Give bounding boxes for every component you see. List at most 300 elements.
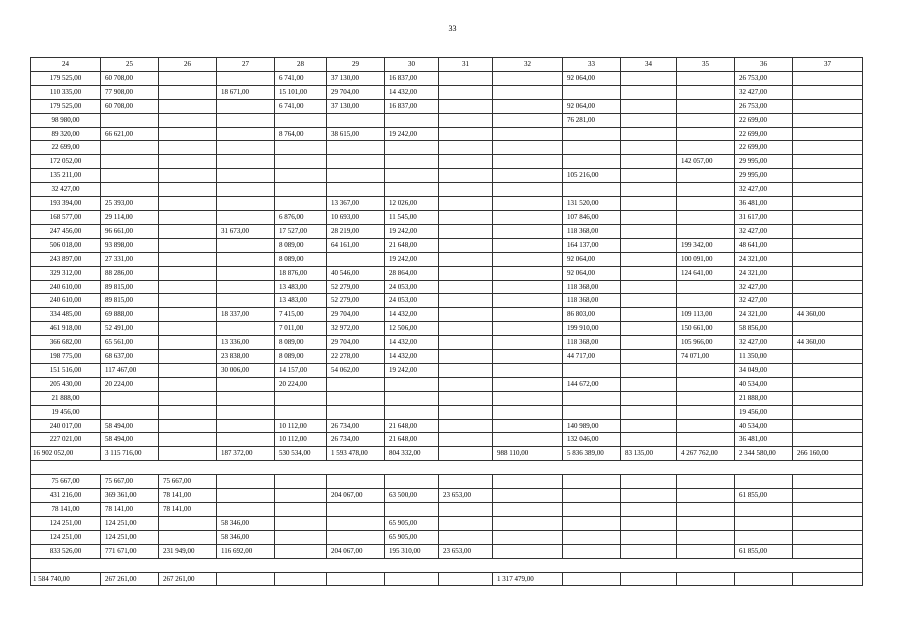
table-cell xyxy=(439,127,493,141)
table-cell xyxy=(159,113,217,127)
table-cell: 48 641,00 xyxy=(735,238,793,252)
table-cell xyxy=(735,572,793,586)
table-cell xyxy=(275,489,327,503)
table-cell: 118 368,00 xyxy=(563,280,621,294)
table-cell xyxy=(275,544,327,558)
table-cell xyxy=(793,530,863,544)
table-cell xyxy=(563,475,621,489)
table-cell: 204 067,00 xyxy=(327,489,385,503)
table-cell xyxy=(621,155,677,169)
table-cell xyxy=(217,377,275,391)
table-cell xyxy=(327,183,385,197)
column-header-row xyxy=(31,58,863,72)
table-cell xyxy=(217,391,275,405)
table-cell xyxy=(563,572,621,586)
table-cell: 12 506,00 xyxy=(385,322,439,336)
table-cell xyxy=(621,489,677,503)
table-cell xyxy=(385,405,439,419)
table-cell xyxy=(327,461,385,475)
table-cell xyxy=(621,350,677,364)
table-cell xyxy=(159,530,217,544)
table-cell: 6 741,00 xyxy=(275,71,327,85)
table-cell: 7 011,00 xyxy=(275,322,327,336)
table-cell xyxy=(493,433,563,447)
column-header: 34 xyxy=(621,58,677,72)
table-cell: 92 064,00 xyxy=(563,99,621,113)
table-cell: 10 693,00 xyxy=(327,210,385,224)
table-cell: 65 561,00 xyxy=(101,336,159,350)
table-cell: 530 534,00 xyxy=(275,447,327,461)
table-row xyxy=(31,266,863,280)
table-cell xyxy=(793,127,863,141)
column-header: 24 xyxy=(31,58,101,72)
table-cell xyxy=(621,391,677,405)
table-row xyxy=(31,210,863,224)
table-cell: 105 966,00 xyxy=(677,336,735,350)
table-cell xyxy=(493,224,563,238)
table-cell: 329 312,00 xyxy=(31,266,101,280)
table-cell: 187 372,00 xyxy=(217,447,275,461)
table-cell xyxy=(563,502,621,516)
table-cell xyxy=(275,169,327,183)
table-cell xyxy=(677,113,735,127)
table-cell xyxy=(217,572,275,586)
table-cell: 19 456,00 xyxy=(31,405,101,419)
table-cell xyxy=(621,210,677,224)
table-cell xyxy=(621,308,677,322)
table-cell xyxy=(677,391,735,405)
table-cell: 76 281,00 xyxy=(563,113,621,127)
table-cell xyxy=(793,238,863,252)
table-cell xyxy=(621,461,677,475)
table-cell xyxy=(439,391,493,405)
table-cell: 247 456,00 xyxy=(31,224,101,238)
table-cell xyxy=(439,530,493,544)
table-cell: 135 211,00 xyxy=(31,169,101,183)
table-cell xyxy=(493,252,563,266)
table-cell xyxy=(217,558,275,572)
table-cell xyxy=(793,99,863,113)
table-cell: 117 467,00 xyxy=(101,363,159,377)
table-cell xyxy=(275,475,327,489)
table-cell xyxy=(217,71,275,85)
table-cell xyxy=(101,461,159,475)
table-cell: 65 905,00 xyxy=(385,530,439,544)
table-cell xyxy=(327,391,385,405)
table-cell xyxy=(563,405,621,419)
table-cell: 28 864,00 xyxy=(385,266,439,280)
table-row xyxy=(31,113,863,127)
table-cell: 107 846,00 xyxy=(563,210,621,224)
table-cell: 75 667,00 xyxy=(101,475,159,489)
table-cell xyxy=(439,238,493,252)
table-cell: 61 855,00 xyxy=(735,489,793,503)
table-cell xyxy=(677,71,735,85)
table-cell: 14 432,00 xyxy=(385,308,439,322)
table-cell: 32 427,00 xyxy=(735,294,793,308)
table-row xyxy=(31,141,863,155)
table-cell xyxy=(439,113,493,127)
table-cell xyxy=(621,127,677,141)
table-cell: 98 980,00 xyxy=(31,113,101,127)
table-cell: 16 902 052,00 xyxy=(31,447,101,461)
table-row xyxy=(31,322,863,336)
table-cell xyxy=(621,266,677,280)
column-header: 29 xyxy=(327,58,385,72)
table-cell: 204 067,00 xyxy=(327,544,385,558)
table-cell xyxy=(677,502,735,516)
table-cell xyxy=(217,322,275,336)
table-cell: 6 741,00 xyxy=(275,99,327,113)
table-cell: 78 141,00 xyxy=(159,502,217,516)
table-cell xyxy=(621,433,677,447)
table-cell: 69 888,00 xyxy=(101,308,159,322)
column-header: 28 xyxy=(275,58,327,72)
table-cell xyxy=(439,169,493,183)
table-cell xyxy=(159,280,217,294)
table-cell xyxy=(159,363,217,377)
table-cell xyxy=(793,183,863,197)
table-cell: 26 734,00 xyxy=(327,433,385,447)
table-cell xyxy=(327,155,385,169)
table-cell: 109 113,00 xyxy=(677,308,735,322)
table-cell xyxy=(793,155,863,169)
table-cell xyxy=(275,197,327,211)
table-cell: 40 546,00 xyxy=(327,266,385,280)
table-cell xyxy=(217,489,275,503)
table-cell xyxy=(793,197,863,211)
table-cell: 131 520,00 xyxy=(563,197,621,211)
table-cell xyxy=(621,336,677,350)
table-cell: 15 101,00 xyxy=(275,85,327,99)
table-cell xyxy=(563,558,621,572)
table-cell: 44 360,00 xyxy=(793,336,863,350)
table-cell: 13 483,00 xyxy=(275,294,327,308)
table-cell xyxy=(159,350,217,364)
table-cell xyxy=(275,502,327,516)
table-cell: 124 251,00 xyxy=(31,516,101,530)
table-cell xyxy=(217,502,275,516)
table-cell: 105 216,00 xyxy=(563,169,621,183)
table-cell xyxy=(563,363,621,377)
table-cell xyxy=(159,85,217,99)
table-cell: 267 261,00 xyxy=(101,572,159,586)
table-cell xyxy=(793,363,863,377)
table-cell: 12 026,00 xyxy=(385,197,439,211)
table-row xyxy=(31,169,863,183)
table-cell xyxy=(385,141,439,155)
table-cell xyxy=(31,558,101,572)
table-cell: 431 216,00 xyxy=(31,489,101,503)
table-cell: 21 888,00 xyxy=(735,391,793,405)
table-cell xyxy=(493,308,563,322)
table-cell xyxy=(439,183,493,197)
table-cell xyxy=(493,294,563,308)
column-header: 30 xyxy=(385,58,439,72)
table-cell xyxy=(493,322,563,336)
table-cell: 13 483,00 xyxy=(275,280,327,294)
table-cell: 32 427,00 xyxy=(735,336,793,350)
table-cell xyxy=(327,530,385,544)
table-cell xyxy=(677,489,735,503)
table-cell: 17 527,00 xyxy=(275,224,327,238)
table-cell xyxy=(793,113,863,127)
table-cell xyxy=(493,419,563,433)
table-cell: 988 110,00 xyxy=(493,447,563,461)
table-cell: 8 089,00 xyxy=(275,336,327,350)
table-cell xyxy=(439,224,493,238)
table-cell: 92 064,00 xyxy=(563,266,621,280)
table-cell xyxy=(493,183,563,197)
table-row xyxy=(31,377,863,391)
table-cell: 110 335,00 xyxy=(31,85,101,99)
table-cell xyxy=(275,516,327,530)
table-cell xyxy=(677,294,735,308)
table-cell: 1 584 740,00 xyxy=(31,572,101,586)
table-cell xyxy=(735,475,793,489)
table-cell xyxy=(159,99,217,113)
table-cell xyxy=(327,475,385,489)
table-cell: 198 775,00 xyxy=(31,350,101,364)
table-cell xyxy=(327,405,385,419)
table-cell: 21 648,00 xyxy=(385,419,439,433)
table-cell: 10 112,00 xyxy=(275,433,327,447)
table-cell xyxy=(327,141,385,155)
table-cell xyxy=(793,433,863,447)
table-cell: 74 071,00 xyxy=(677,350,735,364)
table-cell xyxy=(677,475,735,489)
table-cell: 83 135,00 xyxy=(621,447,677,461)
table-cell: 36 481,00 xyxy=(735,197,793,211)
table-cell xyxy=(159,155,217,169)
table-cell xyxy=(793,419,863,433)
table-row xyxy=(31,127,863,141)
table-cell xyxy=(159,405,217,419)
table-cell: 27 331,00 xyxy=(101,252,159,266)
table-cell xyxy=(621,322,677,336)
table-cell xyxy=(621,238,677,252)
table-cell xyxy=(493,350,563,364)
table-cell xyxy=(275,572,327,586)
table-cell xyxy=(439,475,493,489)
table-cell xyxy=(563,544,621,558)
table-cell xyxy=(493,197,563,211)
table-cell xyxy=(493,461,563,475)
table-cell xyxy=(621,294,677,308)
table-cell: 20 224,00 xyxy=(275,377,327,391)
table-cell: 8 089,00 xyxy=(275,238,327,252)
table-cell xyxy=(493,377,563,391)
table-cell: 205 430,00 xyxy=(31,377,101,391)
table-cell: 506 018,00 xyxy=(31,238,101,252)
table-cell xyxy=(159,127,217,141)
table-cell xyxy=(217,210,275,224)
table-cell xyxy=(621,169,677,183)
table-cell: 19 456,00 xyxy=(735,405,793,419)
column-header: 36 xyxy=(735,58,793,72)
table-row xyxy=(31,433,863,447)
table-row xyxy=(31,238,863,252)
table-cell: 26 753,00 xyxy=(735,99,793,113)
table-cell xyxy=(101,405,159,419)
table-cell xyxy=(621,363,677,377)
table-cell: 16 837,00 xyxy=(385,71,439,85)
table-cell xyxy=(563,85,621,99)
table-cell xyxy=(621,502,677,516)
table-cell xyxy=(439,308,493,322)
table-cell: 24 053,00 xyxy=(385,294,439,308)
table-cell: 164 137,00 xyxy=(563,238,621,252)
table-cell xyxy=(217,433,275,447)
table-cell: 19 242,00 xyxy=(385,363,439,377)
table-row xyxy=(31,99,863,113)
table-cell: 86 803,00 xyxy=(563,308,621,322)
table-cell xyxy=(385,461,439,475)
table-cell: 14 157,00 xyxy=(275,363,327,377)
table-row xyxy=(31,489,863,503)
table-cell xyxy=(677,169,735,183)
table-cell xyxy=(493,127,563,141)
table-cell xyxy=(793,210,863,224)
table-cell xyxy=(493,363,563,377)
table-row xyxy=(31,224,863,238)
table-cell xyxy=(563,516,621,530)
table-cell xyxy=(793,322,863,336)
table-cell xyxy=(439,419,493,433)
table-cell: 18 876,00 xyxy=(275,266,327,280)
table-row xyxy=(31,544,863,558)
table-cell: 366 682,00 xyxy=(31,336,101,350)
table-cell: 22 699,00 xyxy=(735,127,793,141)
table-cell xyxy=(275,530,327,544)
table-cell: 32 427,00 xyxy=(31,183,101,197)
table-cell xyxy=(439,363,493,377)
table-cell xyxy=(159,461,217,475)
table-cell: 4 267 762,00 xyxy=(677,447,735,461)
table-cell: 19 242,00 xyxy=(385,224,439,238)
table-cell: 118 368,00 xyxy=(563,294,621,308)
table-cell xyxy=(677,363,735,377)
table-cell xyxy=(275,113,327,127)
table-cell xyxy=(677,544,735,558)
table-cell: 26 734,00 xyxy=(327,419,385,433)
table-cell xyxy=(793,350,863,364)
table-cell: 771 671,00 xyxy=(101,544,159,558)
table-cell xyxy=(677,210,735,224)
table-cell xyxy=(439,572,493,586)
table-cell: 60 708,00 xyxy=(101,71,159,85)
table-cell xyxy=(439,377,493,391)
table-cell xyxy=(159,308,217,322)
table-cell: 24 321,00 xyxy=(735,266,793,280)
table-cell: 40 534,00 xyxy=(735,419,793,433)
table-cell: 29 114,00 xyxy=(101,210,159,224)
table-cell xyxy=(735,558,793,572)
table-cell xyxy=(385,113,439,127)
table-cell xyxy=(621,252,677,266)
table-cell: 23 838,00 xyxy=(217,350,275,364)
table-cell xyxy=(493,210,563,224)
table-cell xyxy=(159,447,217,461)
table-cell: 65 905,00 xyxy=(385,516,439,530)
table-cell: 240 017,00 xyxy=(31,419,101,433)
table-row xyxy=(31,405,863,419)
table-cell: 100 091,00 xyxy=(677,252,735,266)
table-cell: 24 053,00 xyxy=(385,280,439,294)
table-cell xyxy=(385,169,439,183)
table-cell xyxy=(621,377,677,391)
table-row xyxy=(31,71,863,85)
table-cell xyxy=(217,197,275,211)
column-header: 31 xyxy=(439,58,493,72)
table-cell: 58 494,00 xyxy=(101,433,159,447)
table-cell: 231 949,00 xyxy=(159,544,217,558)
table-cell xyxy=(677,530,735,544)
table-cell: 75 667,00 xyxy=(31,475,101,489)
table-cell: 243 897,00 xyxy=(31,252,101,266)
table-cell: 13 367,00 xyxy=(327,197,385,211)
table-cell xyxy=(677,99,735,113)
table-cell xyxy=(677,85,735,99)
table-cell xyxy=(439,280,493,294)
table-cell xyxy=(217,419,275,433)
table-row xyxy=(31,363,863,377)
table-cell: 227 021,00 xyxy=(31,433,101,447)
column-header: 37 xyxy=(793,58,863,72)
table-cell xyxy=(677,405,735,419)
table-row xyxy=(31,294,863,308)
table-cell xyxy=(439,266,493,280)
table-cell: 13 336,00 xyxy=(217,336,275,350)
table-cell: 3 115 716,00 xyxy=(101,447,159,461)
table-cell xyxy=(793,502,863,516)
table-cell: 118 368,00 xyxy=(563,336,621,350)
table-cell xyxy=(327,558,385,572)
table-cell: 37 130,00 xyxy=(327,71,385,85)
table-cell xyxy=(735,530,793,544)
table-cell xyxy=(217,405,275,419)
table-cell xyxy=(493,169,563,183)
table-cell xyxy=(793,169,863,183)
table-cell: 29 995,00 xyxy=(735,155,793,169)
table-cell xyxy=(735,461,793,475)
table-cell: 833 526,00 xyxy=(31,544,101,558)
table-cell xyxy=(385,183,439,197)
table-cell xyxy=(793,489,863,503)
table-cell xyxy=(439,210,493,224)
table-cell: 199 342,00 xyxy=(677,238,735,252)
table-cell xyxy=(31,461,101,475)
table-cell xyxy=(217,294,275,308)
table-cell xyxy=(385,475,439,489)
table-cell xyxy=(159,71,217,85)
table-cell xyxy=(101,113,159,127)
table-cell: 150 661,00 xyxy=(677,322,735,336)
table-cell xyxy=(217,113,275,127)
table-cell xyxy=(621,475,677,489)
table-cell xyxy=(327,113,385,127)
table-cell xyxy=(439,99,493,113)
table-cell xyxy=(677,127,735,141)
table-cell xyxy=(493,516,563,530)
table-cell xyxy=(493,489,563,503)
table-cell xyxy=(493,558,563,572)
table-cell xyxy=(217,280,275,294)
table-cell xyxy=(327,252,385,266)
table-cell: 44 360,00 xyxy=(793,308,863,322)
table-cell xyxy=(563,155,621,169)
table-cell: 18 671,00 xyxy=(217,85,275,99)
